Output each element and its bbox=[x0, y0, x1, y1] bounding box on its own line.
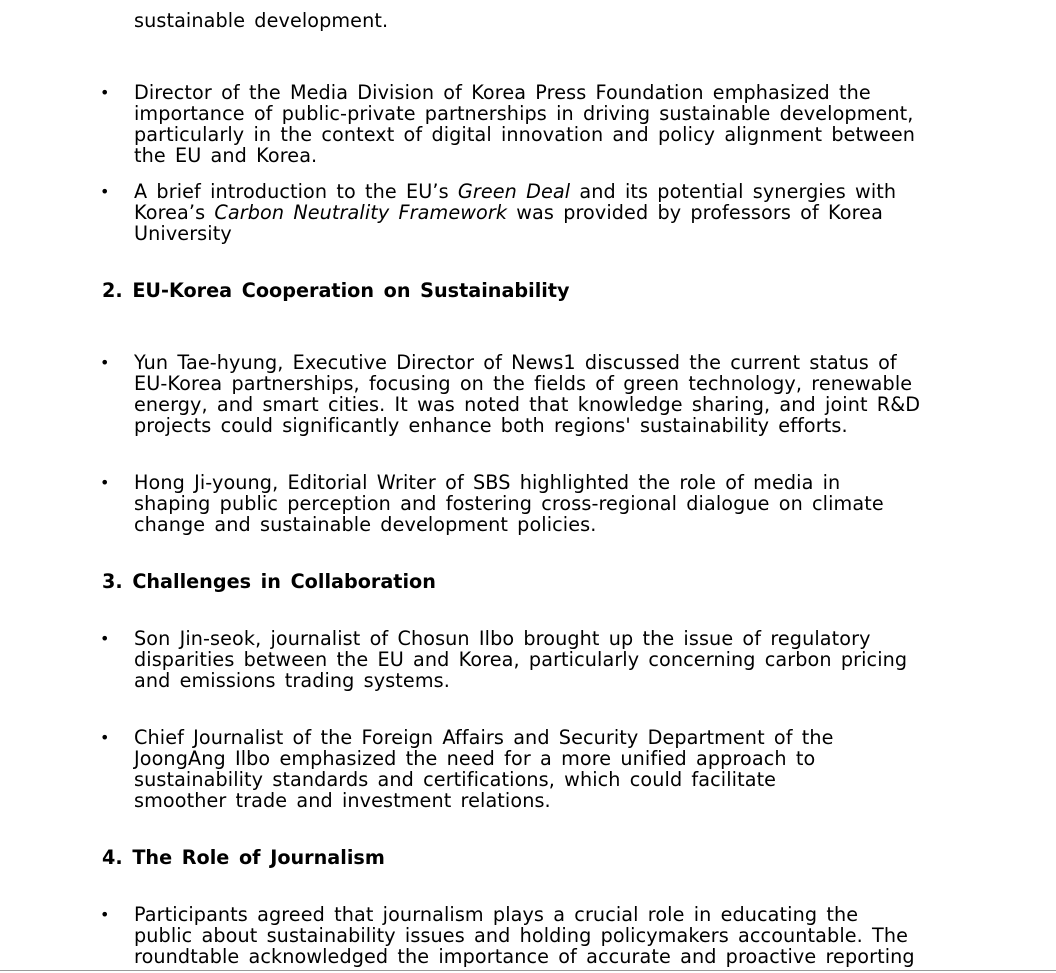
section-2-bullet-1: Yun Tae-hyung, Executive Director of News1 discussed the current status of EU-Korea partnerships, focusing on the fields of green technology, renewable energy, and smart cities. It was noted that knowledge sharing, and joint R&D projects could significantly enhance both regions' sustainability efforts. bbox=[134, 351, 921, 437]
intro-bullet-2 bbox=[134, 181, 904, 244]
bullet-marker: • bbox=[100, 473, 110, 492]
section-3-bullet-1: Son Jin-seok, journalist of Chosun Ilbo brought up the issue of regulatory disparities between the EU and Korea, particularly concerning carbon pricing and emissions trading systems. bbox=[134, 627, 908, 692]
section-2-bullet-2: Hong Ji-young, Editorial Writer of SBS highlighted the role of media in shaping public perception and fostering cross-regional dialogue on climate change and sustainable development policies. bbox=[134, 471, 884, 536]
bullet-marker: • bbox=[100, 905, 110, 924]
intro-bullet-2-post: was provided by professors of Korea University bbox=[134, 201, 883, 245]
carbon-neutrality-term: Carbon Neutrality Framework bbox=[214, 201, 508, 224]
bullet-marker: • bbox=[100, 353, 110, 372]
section-heading-3: 3. Challenges in Collaboration bbox=[102, 570, 436, 593]
bullet-marker: • bbox=[100, 629, 110, 648]
intro-continuation: sustainable development. bbox=[134, 9, 389, 32]
bullet-marker: • bbox=[100, 182, 110, 201]
intro-bullet-2-mid: and its potential synergies with Korea’s bbox=[134, 180, 897, 224]
section-4-bullet-1: Participants agreed that journalism plays a crucial role in educating the public about sustainability issues and holding policymakers accountable. The roundtable acknowledged the importance of accurate and proactive reporting bbox=[134, 903, 915, 968]
bullet-marker: • bbox=[100, 728, 110, 747]
section-heading-2: 2. EU-Korea Cooperation on Sustainability bbox=[102, 279, 570, 302]
bullet-marker: • bbox=[100, 83, 110, 102]
green-deal-term: Green Deal bbox=[457, 180, 571, 203]
page-bottom-edge bbox=[0, 970, 1056, 971]
section-heading-4: 4. The Role of Journalism bbox=[102, 846, 385, 869]
intro-bullet-2-pre: A brief introduction to the EU’s bbox=[134, 180, 458, 203]
intro-bullet-1: Director of the Media Division of Korea Press Foundation emphasized the importance of public-private partnerships in driving sustainable development, particularly in the context of digital innovation and policy alignment between the EU and Korea. bbox=[134, 81, 916, 167]
section-3-bullet-2: Chief Journalist of the Foreign Affairs and Security Department of the JoongAng Ilbo emphasized the need for a more unified approach to sustainability standards and certifications, which could facilitate smoother trade and investment relations. bbox=[134, 726, 834, 812]
